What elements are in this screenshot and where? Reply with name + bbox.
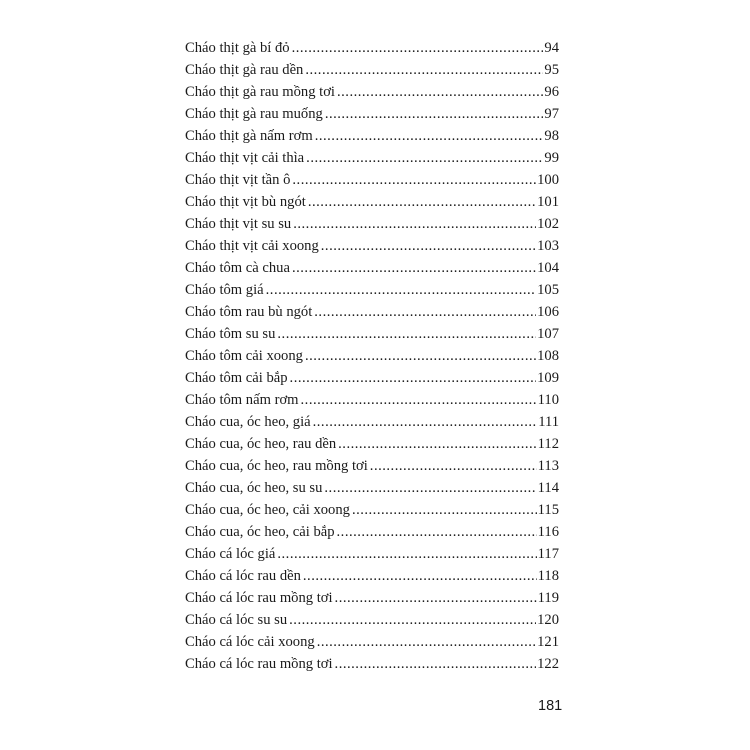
dot-leader xyxy=(335,653,537,675)
table-of-contents xyxy=(185,37,559,675)
toc-entry xyxy=(185,587,559,609)
dot-leader xyxy=(290,367,537,389)
toc-entry-page: 110 xyxy=(537,392,559,408)
toc-entry xyxy=(185,323,559,345)
toc-entry-title: Cháo thịt gà rau mồng tơi xyxy=(185,84,335,100)
toc-entry xyxy=(185,213,559,235)
toc-entry-title: Cháo thịt vịt su su xyxy=(185,216,292,232)
toc-entry-title: Cháo thịt gà bí đỏ xyxy=(185,40,290,56)
dot-leader xyxy=(293,213,536,235)
toc-entry-title: Cháo cua, óc heo, su su xyxy=(185,480,323,496)
dot-leader xyxy=(337,81,543,103)
toc-entry-title: Cháo thịt vịt cải thìa xyxy=(185,150,305,166)
dot-leader xyxy=(335,587,537,609)
toc-entry-page: 99 xyxy=(544,150,559,166)
dot-leader xyxy=(321,235,536,257)
toc-entry-page: 117 xyxy=(537,546,559,562)
toc-entry-title: Cháo cua, óc heo, cải xoong xyxy=(185,502,350,518)
dot-leader xyxy=(325,103,544,125)
toc-entry-page: 104 xyxy=(537,260,559,276)
toc-entry xyxy=(185,301,559,323)
toc-entry-page: 122 xyxy=(537,656,559,672)
toc-entry-title: Cháo tôm su su xyxy=(185,326,276,342)
toc-entry-page: 98 xyxy=(544,128,559,144)
toc-entry-title: Cháo tôm cải xoong xyxy=(185,348,303,364)
toc-entry xyxy=(185,257,559,279)
toc-entry xyxy=(185,565,559,587)
dot-leader xyxy=(303,565,537,587)
dot-leader xyxy=(277,323,536,345)
toc-entry-title: Cháo cua, óc heo, cải bắp xyxy=(185,524,335,540)
dot-leader xyxy=(370,455,537,477)
toc-entry xyxy=(185,477,559,499)
toc-entry xyxy=(185,367,559,389)
toc-entry-page: 114 xyxy=(537,480,559,496)
toc-entry-page: 115 xyxy=(537,502,559,518)
toc-entry xyxy=(185,37,559,59)
toc-entry xyxy=(185,235,559,257)
toc-entry-title: Cháo tôm cà chua xyxy=(185,260,290,276)
toc-entry-page: 94 xyxy=(544,40,559,56)
toc-entry-page: 116 xyxy=(537,524,559,540)
toc-entry xyxy=(185,543,559,565)
dot-leader xyxy=(338,433,536,455)
toc-entry-title: Cháo cá lóc rau mồng tơi xyxy=(185,590,333,606)
dot-leader xyxy=(313,411,538,433)
toc-entry xyxy=(185,389,559,411)
toc-entry-title: Cháo thịt gà nấm rơm xyxy=(185,128,313,144)
toc-entry-title: Cháo tôm nấm rơm xyxy=(185,392,299,408)
toc-entry-title: Cháo thịt vịt bù ngót xyxy=(185,194,306,210)
dot-leader xyxy=(266,279,536,301)
toc-entry-title: Cháo cá lóc giá xyxy=(185,546,276,562)
toc-entry xyxy=(185,81,559,103)
toc-entry-page: 112 xyxy=(537,436,559,452)
dot-leader xyxy=(337,521,537,543)
dot-leader xyxy=(352,499,537,521)
toc-entry xyxy=(185,411,559,433)
toc-entry xyxy=(185,455,559,477)
toc-entry-title: Cháo cá lóc rau dền xyxy=(185,568,301,584)
toc-entry xyxy=(185,59,559,81)
toc-entry xyxy=(185,191,559,213)
dot-leader xyxy=(292,37,544,59)
toc-entry xyxy=(185,279,559,301)
dot-leader xyxy=(292,257,536,279)
toc-entry-page: 119 xyxy=(537,590,559,606)
toc-entry-title: Cháo cua, óc heo, giá xyxy=(185,414,311,430)
dot-leader xyxy=(301,389,537,411)
toc-entry-page: 95 xyxy=(544,62,559,78)
dot-leader xyxy=(317,631,536,653)
toc-entry-page: 96 xyxy=(544,84,559,100)
toc-entry-page: 111 xyxy=(538,414,559,430)
toc-entry-page: 101 xyxy=(537,194,559,210)
toc-entry-page: 105 xyxy=(537,282,559,298)
toc-entry-title: Cháo cua, óc heo, rau dền xyxy=(185,436,337,452)
toc-entry-title: Cháo tôm giá xyxy=(185,282,264,298)
toc-entry-page: 97 xyxy=(544,106,559,122)
dot-leader xyxy=(292,169,536,191)
toc-entry-page: 113 xyxy=(537,458,559,474)
toc-entry xyxy=(185,499,559,521)
toc-entry xyxy=(185,147,559,169)
toc-entry-title: Cháo tôm rau bù ngót xyxy=(185,304,313,320)
toc-entry-title: Cháo thịt vịt tần ô xyxy=(185,172,291,188)
toc-entry xyxy=(185,169,559,191)
toc-entry-title: Cháo thịt gà rau muống xyxy=(185,106,323,122)
toc-entry xyxy=(185,609,559,631)
toc-entry xyxy=(185,631,559,653)
toc-entry xyxy=(185,103,559,125)
toc-entry-page: 100 xyxy=(537,172,559,188)
toc-entry xyxy=(185,433,559,455)
toc-entry-page: 118 xyxy=(537,568,559,584)
toc-entry-page: 107 xyxy=(537,326,559,342)
toc-entry-page: 102 xyxy=(537,216,559,232)
toc-entry xyxy=(185,125,559,147)
dot-leader xyxy=(324,477,536,499)
toc-entry-page: 108 xyxy=(537,348,559,364)
toc-entry-title: Cháo cá lóc su su xyxy=(185,612,288,628)
dot-leader xyxy=(289,609,536,631)
toc-entry xyxy=(185,345,559,367)
toc-entry xyxy=(185,521,559,543)
toc-entry-page: 109 xyxy=(537,370,559,386)
dot-leader xyxy=(305,59,543,81)
toc-entry-title: Cháo thịt vịt cải xoong xyxy=(185,238,319,254)
dot-leader xyxy=(315,125,544,147)
toc-entry-title: Cháo thịt gà rau dền xyxy=(185,62,304,78)
dot-leader xyxy=(277,543,536,565)
toc-entry-title: Cháo cua, óc heo, rau mồng tơi xyxy=(185,458,368,474)
toc-entry-page: 120 xyxy=(537,612,559,628)
toc-entry-page: 103 xyxy=(537,238,559,254)
toc-entry-title: Cháo tôm cải bắp xyxy=(185,370,288,386)
toc-entry-page: 106 xyxy=(537,304,559,320)
dot-leader xyxy=(308,191,536,213)
toc-entry xyxy=(185,653,559,675)
toc-entry-page: 121 xyxy=(537,634,559,650)
toc-entry-title: Cháo cá lóc rau mồng tơi xyxy=(185,656,333,672)
dot-leader xyxy=(306,147,543,169)
page-number: 181 xyxy=(538,698,563,714)
toc-entry-title: Cháo cá lóc cải xoong xyxy=(185,634,315,650)
dot-leader xyxy=(305,345,536,367)
dot-leader xyxy=(314,301,536,323)
